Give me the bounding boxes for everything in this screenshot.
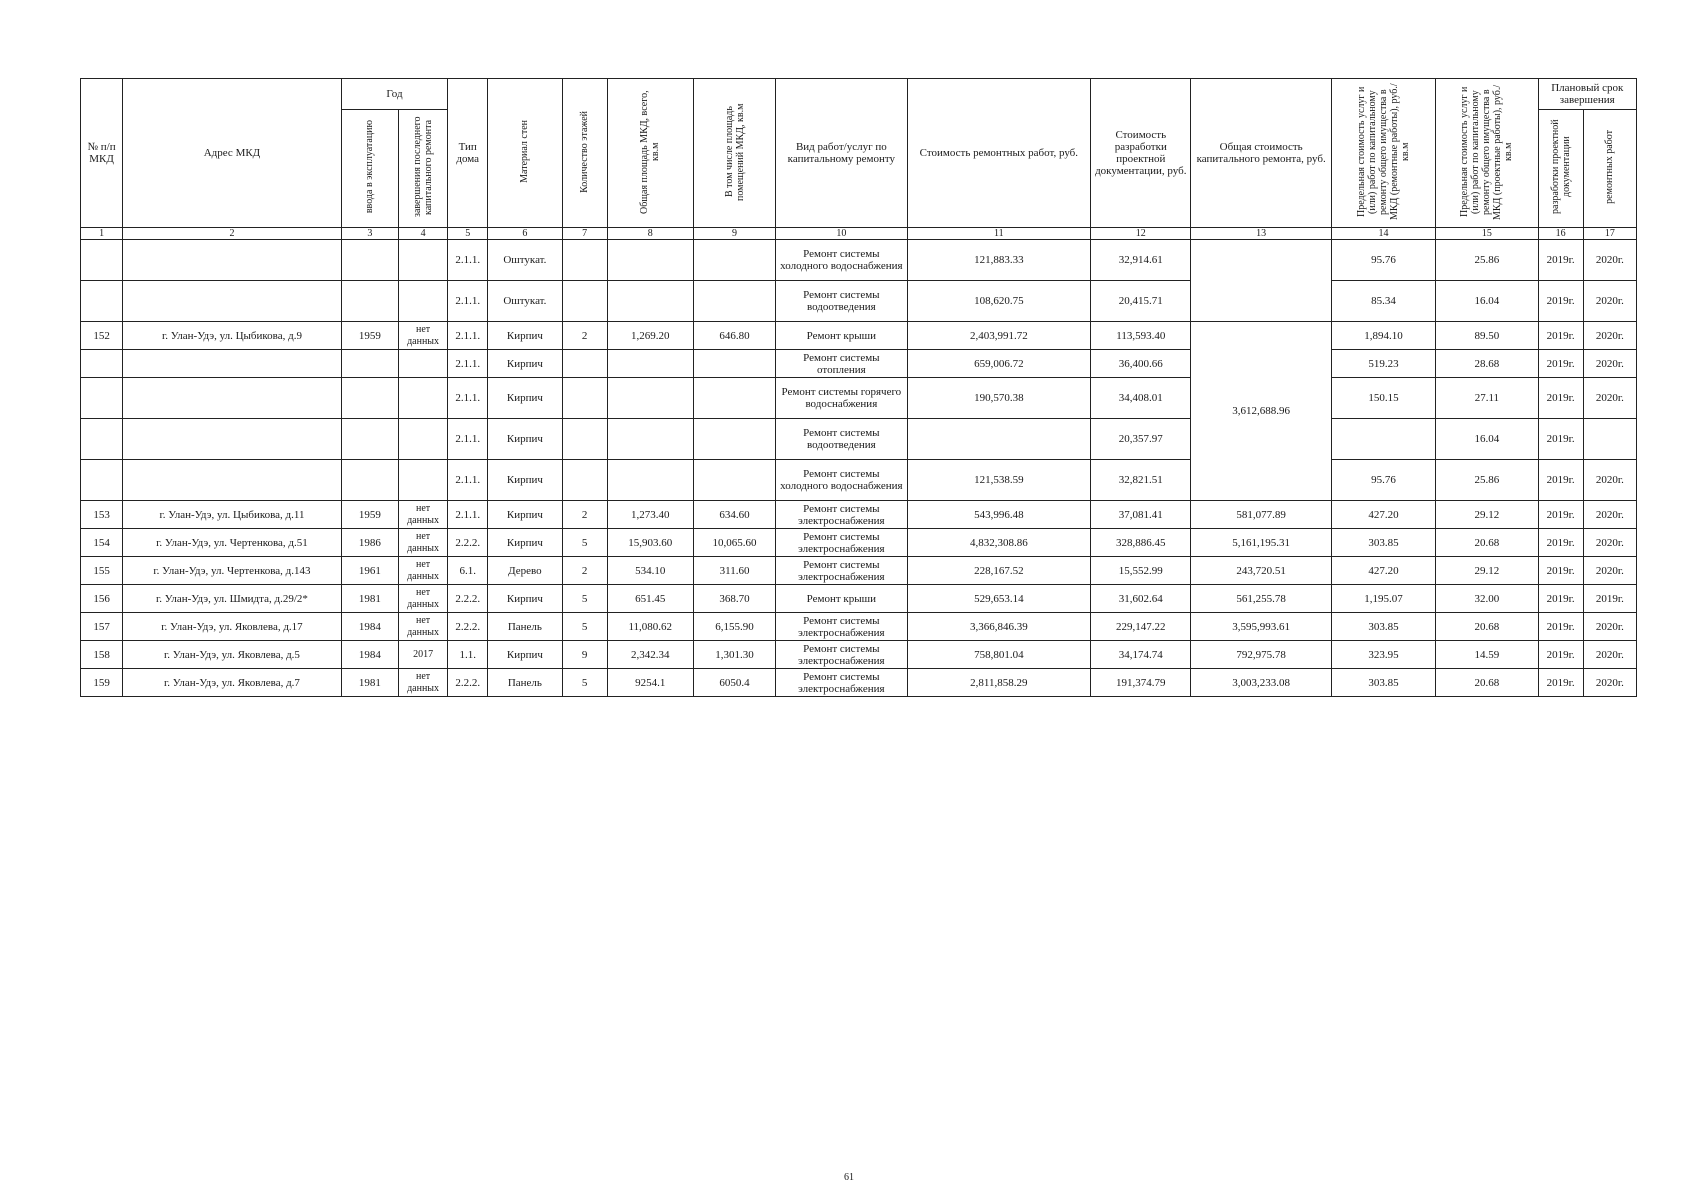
table-row	[81, 419, 1637, 460]
work-type-cell: Ремонт системы горячего водоснабжения	[776, 378, 907, 419]
total-cost-cell: 3,612,688.96	[1191, 322, 1331, 501]
header-row	[81, 79, 1637, 110]
total-area-cell	[607, 378, 693, 419]
wall-material-cell: Кирпич	[488, 585, 562, 613]
design-cost-cell: 15,552.99	[1091, 557, 1191, 585]
house-type-cell: 2.1.1.	[448, 350, 488, 378]
table-row	[81, 281, 1637, 322]
row-number	[81, 240, 123, 281]
year-commission-cell: 1981	[341, 585, 398, 613]
limit-design-cell: 14.59	[1436, 641, 1538, 669]
deadline-design-cell: 2019г.	[1538, 419, 1583, 460]
year-commission-cell	[341, 378, 398, 419]
premises-area-cell: 6050.4	[693, 669, 775, 697]
design-cost-cell: 34,408.01	[1091, 378, 1191, 419]
premises-area-cell	[693, 350, 775, 378]
deadline-repair-cell: 2020г.	[1583, 240, 1636, 281]
header-house-type: Тип дома	[448, 79, 488, 228]
design-cost-cell: 34,174.74	[1091, 641, 1191, 669]
table-row	[81, 378, 1637, 419]
year-commission-cell	[341, 281, 398, 322]
row-number	[81, 281, 123, 322]
total-cost-cell: 581,077.89	[1191, 501, 1331, 529]
house-type-cell: 2.1.1.	[448, 460, 488, 501]
deadline-design-cell: 2019г.	[1538, 281, 1583, 322]
wall-material-cell: Кирпич	[488, 419, 562, 460]
address-cell: г. Улан-Удэ, ул. Шмидта, д.29/2*	[123, 585, 342, 613]
deadline-repair-cell: 2019г.	[1583, 585, 1636, 613]
premises-area-cell: 646.80	[693, 322, 775, 350]
limit-design-cell: 16.04	[1436, 281, 1538, 322]
address-cell	[123, 240, 342, 281]
premises-area-cell	[693, 378, 775, 419]
premises-area-cell: 10,065.60	[693, 529, 775, 557]
limit-design-cell: 29.12	[1436, 501, 1538, 529]
limit-design-cell: 29.12	[1436, 557, 1538, 585]
year-last-repair-cell: нет данных	[398, 669, 447, 697]
page-number: 61	[844, 1172, 854, 1183]
floors-cell: 2	[562, 322, 607, 350]
year-last-repair-cell	[398, 460, 447, 501]
header-address: Адрес МКД	[123, 79, 342, 228]
year-last-repair-cell	[398, 350, 447, 378]
address-cell	[123, 460, 342, 501]
floors-cell	[562, 350, 607, 378]
limit-repair-cell	[1331, 419, 1435, 460]
year-last-repair-cell: нет данных	[398, 501, 447, 529]
limit-repair-cell: 85.34	[1331, 281, 1435, 322]
header-total-cost: Общая стоимость капитального ремонта, руб.	[1191, 79, 1331, 228]
deadline-repair-cell: 2020г.	[1583, 350, 1636, 378]
limit-repair-cell: 323.95	[1331, 641, 1435, 669]
floors-cell	[562, 378, 607, 419]
wall-material-cell: Оштукат.	[488, 281, 562, 322]
premises-area-cell	[693, 460, 775, 501]
limit-repair-cell: 427.20	[1331, 501, 1435, 529]
limit-design-cell: 20.68	[1436, 669, 1538, 697]
repair-cost-cell: 121,883.33	[907, 240, 1091, 281]
column-number: 12	[1091, 228, 1191, 240]
work-type-cell: Ремонт системы электроснабжения	[776, 613, 907, 641]
limit-repair-cell: 1,894.10	[1331, 322, 1435, 350]
floors-cell: 5	[562, 669, 607, 697]
total-area-cell	[607, 281, 693, 322]
floors-cell	[562, 460, 607, 501]
column-number: 13	[1191, 228, 1331, 240]
table-row	[81, 501, 1637, 529]
repair-cost-cell: 4,832,308.86	[907, 529, 1091, 557]
row-number	[81, 350, 123, 378]
work-type-cell: Ремонт системы электроснабжения	[776, 641, 907, 669]
floors-cell: 5	[562, 613, 607, 641]
limit-repair-cell: 1,195.07	[1331, 585, 1435, 613]
header-deadline-design: разработки проектной документации	[1538, 110, 1583, 228]
table-row	[81, 557, 1637, 585]
total-area-cell	[607, 460, 693, 501]
column-number: 1	[81, 228, 123, 240]
deadline-design-cell: 2019г.	[1538, 350, 1583, 378]
row-number: 154	[81, 529, 123, 557]
work-type-cell: Ремонт системы электроснабжения	[776, 557, 907, 585]
year-last-repair-cell: нет данных	[398, 613, 447, 641]
premises-area-cell: 368.70	[693, 585, 775, 613]
limit-repair-cell: 303.85	[1331, 529, 1435, 557]
wall-material-cell: Панель	[488, 669, 562, 697]
limit-repair-cell: 150.15	[1331, 378, 1435, 419]
wall-material-cell: Панель	[488, 613, 562, 641]
table-row	[81, 613, 1637, 641]
header-total-area: Общая площадь МКД, всего, кв.м	[607, 79, 693, 228]
column-number: 16	[1538, 228, 1583, 240]
premises-area-cell: 634.60	[693, 501, 775, 529]
limit-design-cell: 20.68	[1436, 529, 1538, 557]
header-year-commission: ввода в эксплуатацию	[341, 110, 398, 228]
column-number: 7	[562, 228, 607, 240]
row-number: 152	[81, 322, 123, 350]
floors-cell: 2	[562, 557, 607, 585]
deadline-design-cell: 2019г.	[1538, 585, 1583, 613]
deadline-repair-cell: 2020г.	[1583, 378, 1636, 419]
column-number: 9	[693, 228, 775, 240]
year-commission-cell: 1961	[341, 557, 398, 585]
work-type-cell: Ремонт системы холодного водоснабжения	[776, 240, 907, 281]
deadline-repair-cell: 2020г.	[1583, 557, 1636, 585]
design-cost-cell: 20,415.71	[1091, 281, 1191, 322]
year-last-repair-cell: нет данных	[398, 557, 447, 585]
row-number	[81, 378, 123, 419]
premises-area-cell	[693, 419, 775, 460]
total-cost-cell: 561,255.78	[1191, 585, 1331, 613]
total-cost-cell: 792,975.78	[1191, 641, 1331, 669]
total-area-cell: 1,273.40	[607, 501, 693, 529]
table-row	[81, 585, 1637, 613]
wall-material-cell: Кирпич	[488, 322, 562, 350]
house-type-cell: 6.1.	[448, 557, 488, 585]
design-cost-cell: 36,400.66	[1091, 350, 1191, 378]
column-number: 6	[488, 228, 562, 240]
deadline-design-cell: 2019г.	[1538, 460, 1583, 501]
year-commission-cell	[341, 350, 398, 378]
total-cost-cell: 243,720.51	[1191, 557, 1331, 585]
total-area-cell	[607, 419, 693, 460]
house-type-cell: 2.2.2.	[448, 529, 488, 557]
house-type-cell: 1.1.	[448, 641, 488, 669]
premises-area-cell: 1,301.30	[693, 641, 775, 669]
total-area-cell: 534.10	[607, 557, 693, 585]
limit-design-cell: 25.86	[1436, 240, 1538, 281]
column-number-row	[81, 228, 1637, 240]
design-cost-cell: 37,081.41	[1091, 501, 1191, 529]
deadline-design-cell: 2019г.	[1538, 378, 1583, 419]
repair-cost-cell: 659,006.72	[907, 350, 1091, 378]
floors-cell	[562, 419, 607, 460]
repair-cost-cell: 543,996.48	[907, 501, 1091, 529]
table-row	[81, 529, 1637, 557]
table-row	[81, 350, 1637, 378]
repair-cost-cell: 529,653.14	[907, 585, 1091, 613]
wall-material-cell: Кирпич	[488, 460, 562, 501]
row-number	[81, 460, 123, 501]
address-cell: г. Улан-Удэ, ул. Цыбикова, д.11	[123, 501, 342, 529]
design-cost-cell: 20,357.97	[1091, 419, 1191, 460]
limit-repair-cell: 519.23	[1331, 350, 1435, 378]
house-type-cell: 2.1.1.	[448, 281, 488, 322]
column-number: 5	[448, 228, 488, 240]
wall-material-cell: Кирпич	[488, 641, 562, 669]
header-premises-area: В том числе площадь помещений МКД, кв.м	[693, 79, 775, 228]
header-design-cost: Стоимость разработки проектной документации, руб.	[1091, 79, 1191, 228]
total-area-cell: 2,342.34	[607, 641, 693, 669]
column-number: 14	[1331, 228, 1435, 240]
address-cell: г. Улан-Удэ, ул. Цыбикова, д.9	[123, 322, 342, 350]
total-cost-cell: 5,161,195.31	[1191, 529, 1331, 557]
deadline-repair-cell: 2020г.	[1583, 281, 1636, 322]
row-number: 153	[81, 501, 123, 529]
limit-design-cell: 27.11	[1436, 378, 1538, 419]
limit-repair-cell: 95.76	[1331, 240, 1435, 281]
deadline-design-cell: 2019г.	[1538, 557, 1583, 585]
premises-area-cell: 6,155.90	[693, 613, 775, 641]
deadline-repair-cell: 2020г.	[1583, 669, 1636, 697]
column-number: 15	[1436, 228, 1538, 240]
repair-cost-cell: 3,366,846.39	[907, 613, 1091, 641]
house-type-cell: 2.2.2.	[448, 669, 488, 697]
total-area-cell: 9254.1	[607, 669, 693, 697]
limit-repair-cell: 303.85	[1331, 669, 1435, 697]
year-commission-cell: 1986	[341, 529, 398, 557]
design-cost-cell: 229,147.22	[1091, 613, 1191, 641]
total-area-cell	[607, 240, 693, 281]
design-cost-cell: 31,602.64	[1091, 585, 1191, 613]
deadline-design-cell: 2019г.	[1538, 240, 1583, 281]
floors-cell: 2	[562, 501, 607, 529]
year-last-repair-cell	[398, 419, 447, 460]
row-number: 157	[81, 613, 123, 641]
premises-area-cell	[693, 281, 775, 322]
work-type-cell: Ремонт системы электроснабжения	[776, 501, 907, 529]
deadline-design-cell: 2019г.	[1538, 501, 1583, 529]
address-cell	[123, 419, 342, 460]
address-cell: г. Улан-Удэ, ул. Яковлева, д.5	[123, 641, 342, 669]
row-number: 155	[81, 557, 123, 585]
address-cell	[123, 350, 342, 378]
deadline-design-cell: 2019г.	[1538, 641, 1583, 669]
limit-design-cell: 28.68	[1436, 350, 1538, 378]
limit-repair-cell: 303.85	[1331, 613, 1435, 641]
deadline-repair-cell: 2020г.	[1583, 613, 1636, 641]
deadline-design-cell: 2019г.	[1538, 529, 1583, 557]
wall-material-cell: Кирпич	[488, 501, 562, 529]
limit-repair-cell: 427.20	[1331, 557, 1435, 585]
column-number: 3	[341, 228, 398, 240]
design-cost-cell: 32,821.51	[1091, 460, 1191, 501]
repair-cost-cell: 758,801.04	[907, 641, 1091, 669]
year-commission-cell	[341, 240, 398, 281]
total-cost-cell: 3,003,233.08	[1191, 669, 1331, 697]
column-number: 2	[123, 228, 342, 240]
wall-material-cell: Дерево	[488, 557, 562, 585]
floors-cell: 9	[562, 641, 607, 669]
floors-cell	[562, 281, 607, 322]
wall-material-cell: Кирпич	[488, 378, 562, 419]
column-number: 17	[1583, 228, 1636, 240]
table-row	[81, 669, 1637, 697]
deadline-design-cell: 2019г.	[1538, 613, 1583, 641]
year-last-repair-cell: нет данных	[398, 585, 447, 613]
deadline-repair-cell: 2020г.	[1583, 501, 1636, 529]
column-number: 11	[907, 228, 1091, 240]
year-commission-cell: 1984	[341, 641, 398, 669]
table-row	[81, 240, 1637, 281]
total-area-cell: 11,080.62	[607, 613, 693, 641]
work-type-cell: Ремонт крыши	[776, 585, 907, 613]
house-type-cell: 2.1.1.	[448, 501, 488, 529]
capital-repair-table	[80, 78, 1637, 697]
deadline-repair-cell: 2020г.	[1583, 322, 1636, 350]
total-area-cell: 651.45	[607, 585, 693, 613]
table-body	[81, 240, 1637, 697]
address-cell: г. Улан-Удэ, ул. Чертенкова, д.143	[123, 557, 342, 585]
year-commission-cell	[341, 460, 398, 501]
year-last-repair-cell: нет данных	[398, 529, 447, 557]
row-number: 159	[81, 669, 123, 697]
house-type-cell: 2.1.1.	[448, 240, 488, 281]
premises-area-cell: 311.60	[693, 557, 775, 585]
work-type-cell: Ремонт системы отопления	[776, 350, 907, 378]
work-type-cell: Ремонт крыши	[776, 322, 907, 350]
wall-material-cell: Кирпич	[488, 350, 562, 378]
year-commission-cell: 1984	[341, 613, 398, 641]
year-commission-cell	[341, 419, 398, 460]
repair-cost-cell	[907, 419, 1091, 460]
repair-cost-cell: 228,167.52	[907, 557, 1091, 585]
house-type-cell: 2.1.1.	[448, 378, 488, 419]
row-number	[81, 419, 123, 460]
header-year-last-repair: завершения последнего капитального ремонта	[398, 110, 447, 228]
table-row	[81, 460, 1637, 501]
total-area-cell: 15,903.60	[607, 529, 693, 557]
year-commission-cell: 1959	[341, 322, 398, 350]
column-number: 10	[776, 228, 907, 240]
work-type-cell: Ремонт системы электроснабжения	[776, 529, 907, 557]
repair-cost-cell: 190,570.38	[907, 378, 1091, 419]
deadline-repair-cell: 2020г.	[1583, 641, 1636, 669]
house-type-cell: 2.2.2.	[448, 613, 488, 641]
premises-area-cell	[693, 240, 775, 281]
header-repair-cost: Стоимость ремонтных работ, руб.	[907, 79, 1091, 228]
address-cell	[123, 281, 342, 322]
house-type-cell: 2.1.1.	[448, 322, 488, 350]
house-type-cell: 2.1.1.	[448, 419, 488, 460]
header-wall-material: Материал стен	[488, 79, 562, 228]
work-type-cell: Ремонт системы холодного водоснабжения	[776, 460, 907, 501]
limit-design-cell: 25.86	[1436, 460, 1538, 501]
header-limit-repair: Предельная стоимость услуг и (или) работ по капитальному ремонту общего имущества в МКД (ремонтные работы), руб./кв.м	[1331, 79, 1435, 228]
limit-repair-cell: 95.76	[1331, 460, 1435, 501]
year-last-repair-cell	[398, 281, 447, 322]
address-cell: г. Улан-Удэ, ул. Чертенкова, д.51	[123, 529, 342, 557]
header-no: № п/п МКД	[81, 79, 123, 228]
design-cost-cell: 32,914.61	[1091, 240, 1191, 281]
design-cost-cell: 113,593.40	[1091, 322, 1191, 350]
deadline-design-cell: 2019г.	[1538, 669, 1583, 697]
deadline-repair-cell: 2020г.	[1583, 529, 1636, 557]
work-type-cell: Ремонт системы водоотведения	[776, 281, 907, 322]
column-number: 8	[607, 228, 693, 240]
row-number: 158	[81, 641, 123, 669]
header-work-type: Вид работ/услуг по капитальному ремонту	[776, 79, 907, 228]
address-cell	[123, 378, 342, 419]
limit-design-cell: 89.50	[1436, 322, 1538, 350]
deadline-repair-cell: 2020г.	[1583, 460, 1636, 501]
address-cell: г. Улан-Удэ, ул. Яковлева, д.17	[123, 613, 342, 641]
repair-cost-cell: 121,538.59	[907, 460, 1091, 501]
floors-cell: 5	[562, 529, 607, 557]
header-limit-design: Предельная стоимость услуг и (или) работ по капитальному ремонту общего имущества в МКД (проектные работы), руб./кв.м	[1436, 79, 1538, 228]
table-row	[81, 641, 1637, 669]
repair-cost-cell: 2,403,991.72	[907, 322, 1091, 350]
total-cost-cell: 3,595,993.61	[1191, 613, 1331, 641]
limit-design-cell: 32.00	[1436, 585, 1538, 613]
header-deadline-repair: ремонтных работ	[1583, 110, 1636, 228]
year-commission-cell: 1981	[341, 669, 398, 697]
header-floors: Количество этажей	[562, 79, 607, 228]
year-last-repair-cell: 2017	[398, 641, 447, 669]
total-cost-cell	[1191, 240, 1331, 322]
work-type-cell: Ремонт системы водоотведения	[776, 419, 907, 460]
total-area-cell: 1,269.20	[607, 322, 693, 350]
wall-material-cell: Кирпич	[488, 529, 562, 557]
year-last-repair-cell	[398, 240, 447, 281]
limit-design-cell: 16.04	[1436, 419, 1538, 460]
deadline-design-cell: 2019г.	[1538, 322, 1583, 350]
work-type-cell: Ремонт системы электроснабжения	[776, 669, 907, 697]
column-number: 4	[398, 228, 447, 240]
wall-material-cell: Оштукат.	[488, 240, 562, 281]
design-cost-cell: 328,886.45	[1091, 529, 1191, 557]
repair-cost-cell: 2,811,858.29	[907, 669, 1091, 697]
deadline-repair-cell	[1583, 419, 1636, 460]
address-cell: г. Улан-Удэ, ул. Яковлева, д.7	[123, 669, 342, 697]
header-deadline-group: Плановый срок завершения	[1538, 79, 1636, 110]
year-last-repair-cell	[398, 378, 447, 419]
floors-cell: 5	[562, 585, 607, 613]
total-area-cell	[607, 350, 693, 378]
limit-design-cell: 20.68	[1436, 613, 1538, 641]
design-cost-cell: 191,374.79	[1091, 669, 1191, 697]
year-commission-cell: 1959	[341, 501, 398, 529]
house-type-cell: 2.2.2.	[448, 585, 488, 613]
table-row	[81, 322, 1637, 350]
repair-cost-cell: 108,620.75	[907, 281, 1091, 322]
floors-cell	[562, 240, 607, 281]
header-year-group: Год	[341, 79, 447, 110]
row-number: 156	[81, 585, 123, 613]
year-last-repair-cell: нет данных	[398, 322, 447, 350]
